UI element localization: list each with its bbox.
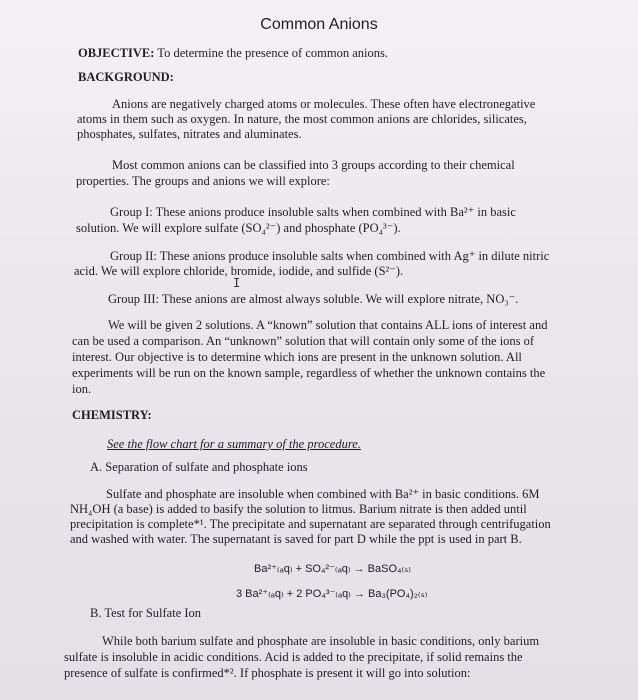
objective-line <box>78 46 388 61</box>
flowchart-link[interactable]: See the flow chart for a summary of the procedure. <box>107 437 361 451</box>
section-a-title: A. Separation of sulfate and phosphate ions <box>90 460 308 474</box>
p1-line: Anions are negatively charged atoms or molecules. These often have electronegative <box>112 97 536 111</box>
section-b-line: presence of sulfate is confirmed*². If phosphate is present it will go into solution: <box>64 666 471 680</box>
group1-line: Group I: These anions produce insoluble salts when combined with Ba²⁺ in basic <box>110 205 516 219</box>
group2-line: Group II: These anions produce insoluble salts when combined with Ag⁺ in dilute nitric <box>110 249 550 263</box>
p3-line: interest. Our objective is to determine which ions are present in the unknown solution. All <box>72 350 522 364</box>
p2-line: Most common anions can be classified into 3 groups according to their chemical <box>112 158 515 172</box>
section-b-title: B. Test for Sulfate Ion <box>90 606 202 620</box>
chemistry-heading: CHEMISTRY: <box>72 408 152 422</box>
equation-barium-phosphate: 3 Ba²⁺₍ₐq₎ + 2 PO₄³⁻₍ₐq₎ → Ba₃(PO₄)₂₍ₛ₎ <box>236 588 428 600</box>
section-b-line: While both barium sulfate and phosphate are insoluble in basic conditions, only barium <box>102 634 540 648</box>
page-title: Common Anions <box>260 16 378 33</box>
section-a-line: NH₄OH (a base) is added to basify the solution to litmus. Barium nitrate is then added until <box>70 502 527 516</box>
group3-line: Group III: These anions are almost always soluble. We will explore nitrate, NO₃⁻. <box>108 292 519 306</box>
group1-line: solution. We will explore sulfate (SO₄²⁻) and phosphate (PO₄³⁻). <box>76 221 401 235</box>
objective-label: OBJECTIVE: <box>78 46 155 60</box>
section-b-line: sulfate is insoluble in acidic conditions. Acid is added to the precipitate, if solid remains the <box>64 650 523 664</box>
equation-barium-sulfate: Ba²⁺₍ₐq₎ + SO₄²⁻₍ₐq₎ → BaSO₄₍ₛ₎ <box>254 563 411 575</box>
group2-line: acid. We will explore chloride, bromide, iodide, and sulfide (S²⁻). <box>74 264 404 278</box>
section-a-line: precipitation is complete*¹. The precipitate and supernatant are separated through centrifugation <box>70 517 551 531</box>
p3-line: experiments will be run on the known sample, regardless of whether the unknown contains the <box>72 366 546 380</box>
p2-line: properties. The groups and anions we will explore: <box>76 174 330 188</box>
section-a-line: Sulfate and phosphate are insoluble when combined with Ba²⁺ in basic conditions. 6M <box>106 487 540 501</box>
p3-line: ion. <box>72 382 92 396</box>
objective-text: To determine the presence of common anions. <box>154 46 388 60</box>
p3-line: We will be given 2 solutions. A “known” solution that contains ALL ions of interest and <box>108 318 548 332</box>
p1-line: phosphates, sulfates, nitrates and aluminates. <box>77 127 302 141</box>
p3-line: can be used a comparison. An “unknown” solution that will contain only some of the ions of <box>72 334 535 348</box>
text-cursor-icon: I <box>233 276 241 290</box>
section-a-line: and washed with water. The supernatant is saved for part D while the ppt is used in part B. <box>70 532 522 546</box>
p1-line: atoms in them such as oxygen. In nature, the most common anions are chlorides, silicates, <box>77 112 527 126</box>
background-heading: BACKGROUND: <box>78 70 174 84</box>
